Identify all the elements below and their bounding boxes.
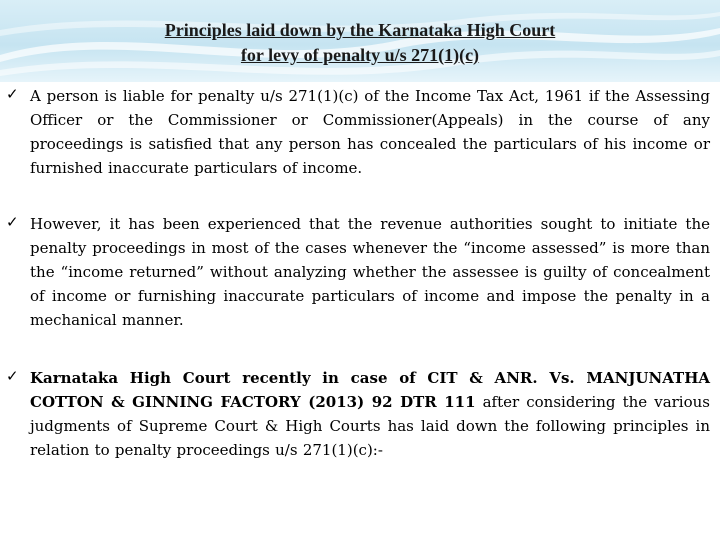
title-line-1: Principles laid down by the Karnataka High Court [164,20,556,40]
bullet-text-rest: after considering the various judgments of Supreme Court & High Courts has laid down the following principles in relation to penalty proceedings u/s 271(1)(c):- [30,393,710,459]
bullet-item [6,212,710,332]
checkmark-icon: ✓ [6,85,19,103]
checkmark-icon: ✓ [6,213,19,231]
case-citation: Karnataka High Court recently in case of CIT & ANR. Vs. MANJUNATHA COTTON & GINNING FACTORY (2013) 92 DTR 111 [30,369,710,411]
bullet-text: A person is liable for penalty u/s 271(1)(c) of the Income Tax Act, 1961 if the Assessing Officer or the Commissioner or Commissioner(Appeals) in the course of any proceedings is satisfied that any person has concealed the particulars of his income or furnished inaccurate particulars of income. [30,87,710,177]
bullet-item [6,366,710,462]
bullet-text: However, it has been experienced that the revenue authorities sought to initiate the penalty proceedings in most of the cases whenever the “income assessed” is more than the “income returned” without analyzing whether the assessee is guilty of concealment of income or furnishing inaccurate particulars of income and impose the penalty in a mechanical manner. [30,215,710,329]
bullet-item [6,84,710,180]
checkmark-icon: ✓ [6,367,19,385]
title-line-2: for levy of penalty u/s 271(1)(c) [240,45,480,65]
slide-title [0,18,720,68]
bullet-text [30,366,710,462]
